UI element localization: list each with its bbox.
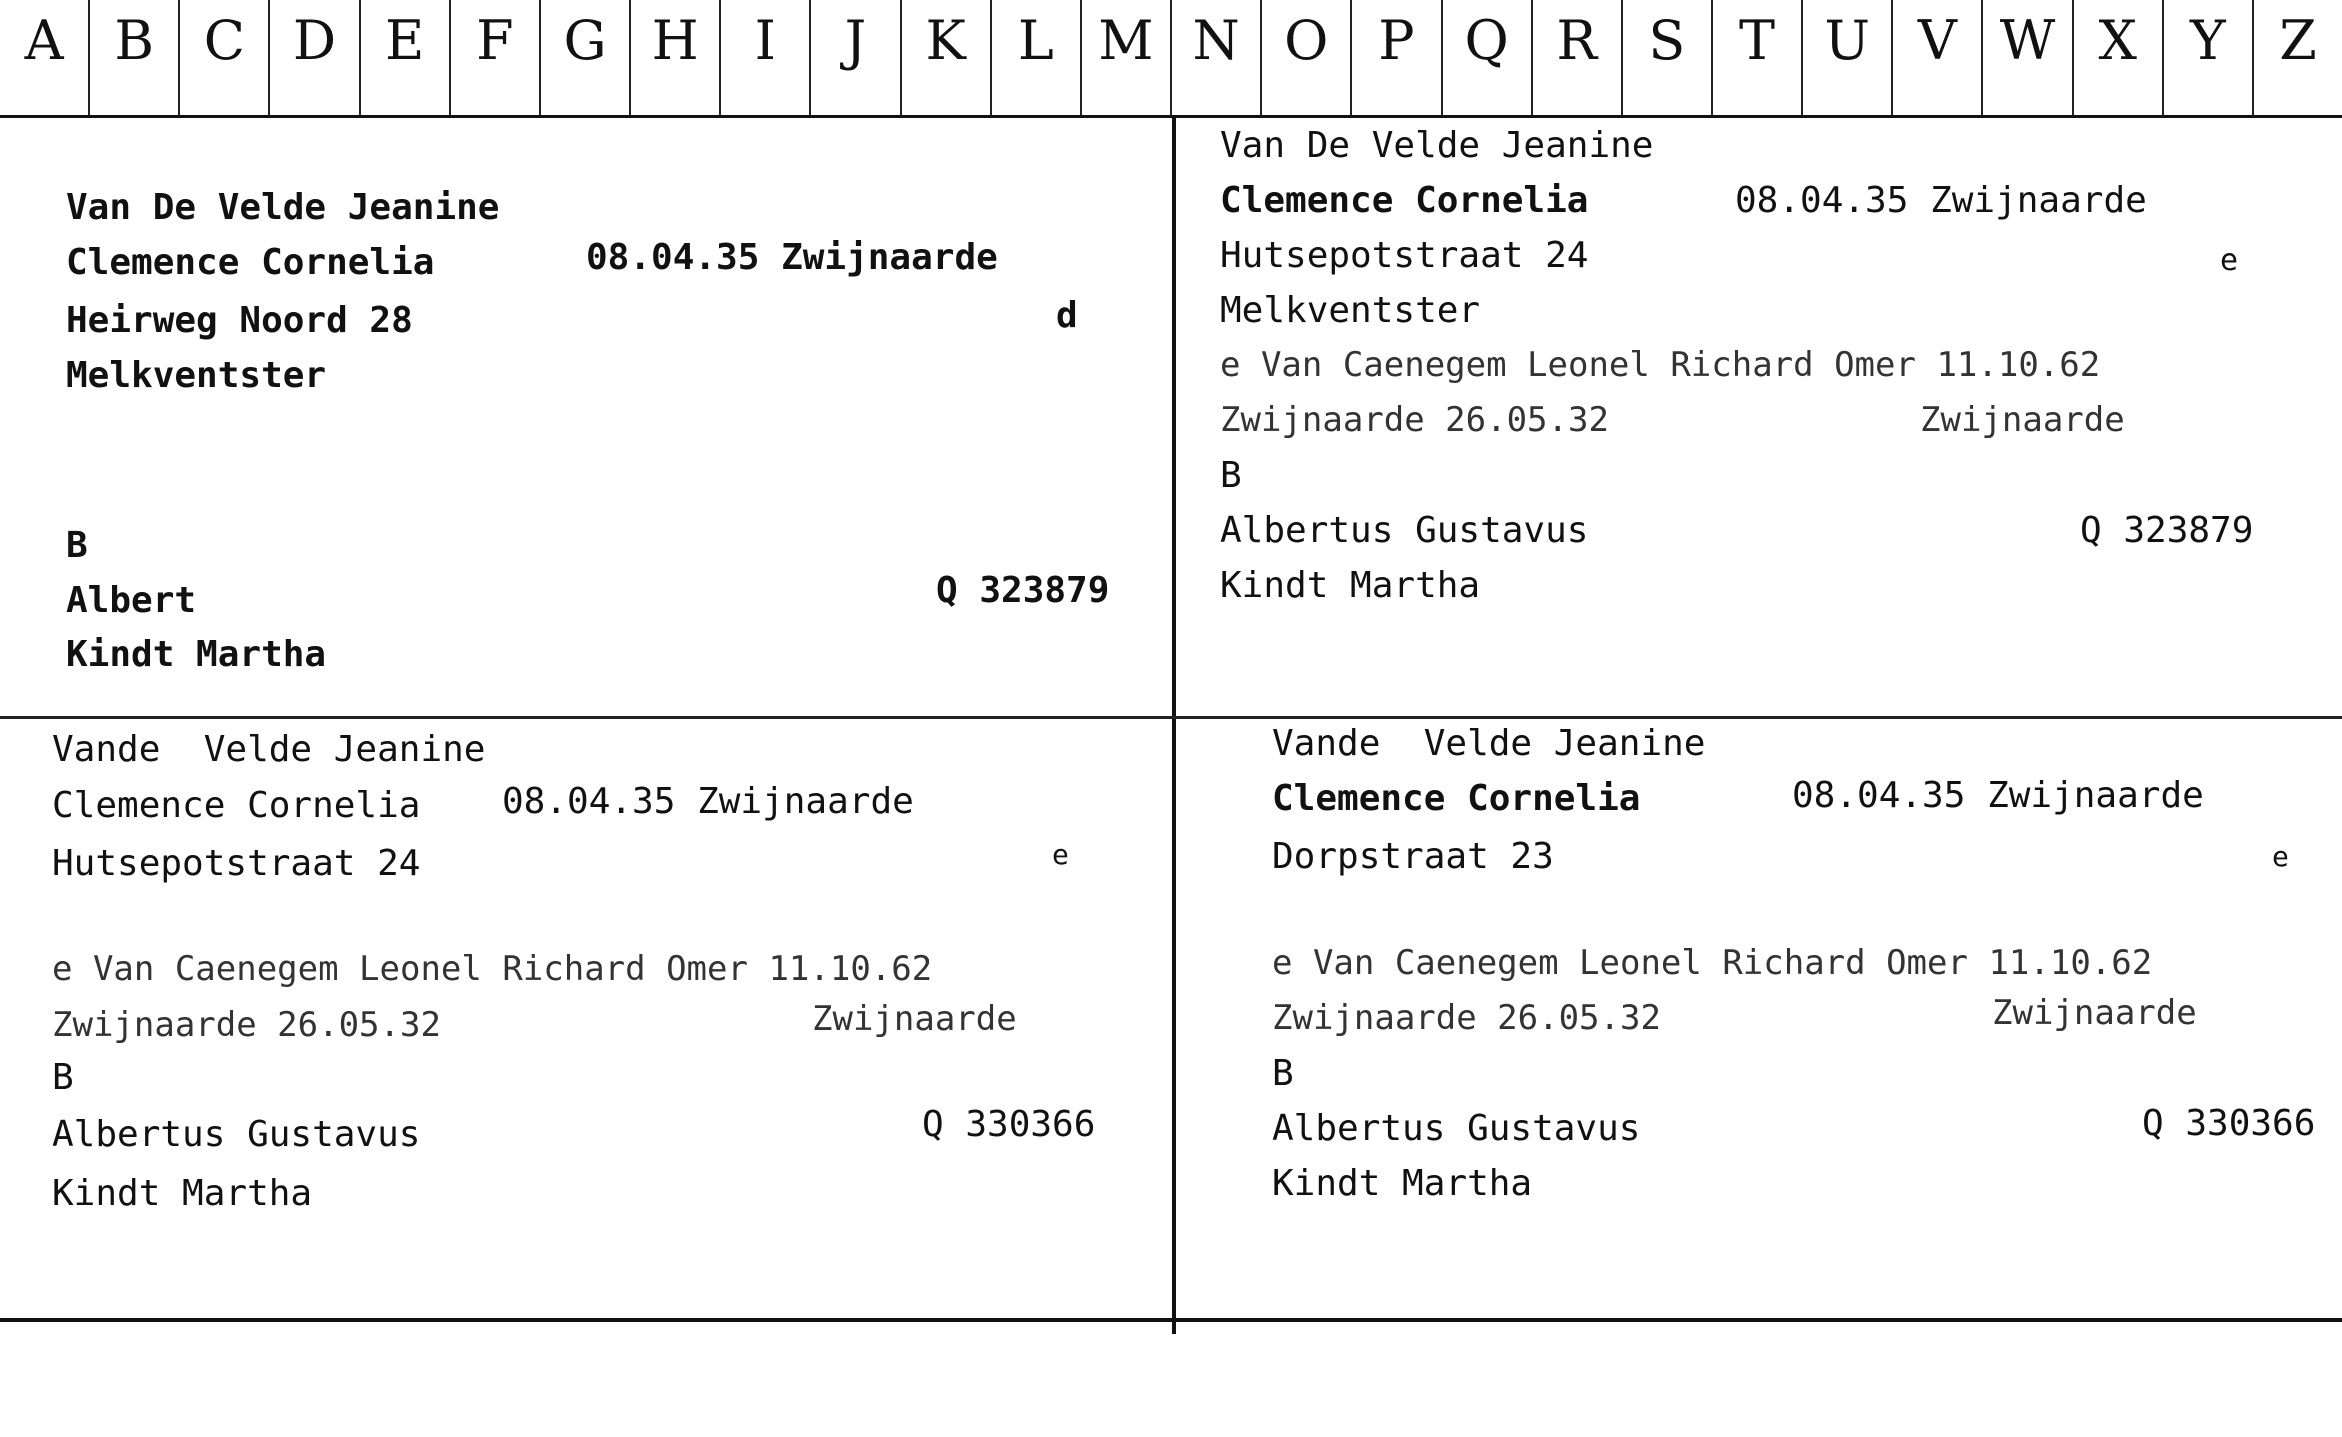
card-mark: d bbox=[1056, 295, 1078, 336]
alpha-letter-g: G bbox=[541, 0, 631, 115]
card-mother: Kindt Martha bbox=[52, 1173, 313, 1214]
card-given-names: Clemence Cornelia bbox=[66, 242, 435, 283]
alpha-letter-x: X bbox=[2074, 0, 2164, 115]
card-name: Vande Velde Jeanine bbox=[1272, 723, 1706, 764]
card-mother: Kindt Martha bbox=[1220, 565, 1481, 606]
alpha-letter-b: B bbox=[90, 0, 180, 115]
alpha-letter-h: H bbox=[631, 0, 721, 115]
card-spouse: e Van Caenegem Leonel Richard Omer 11.10.62 bbox=[1220, 345, 2101, 385]
alpha-letter-e: E bbox=[361, 0, 451, 115]
alpha-letter-s: S bbox=[1623, 0, 1713, 115]
alpha-letter-f: F bbox=[451, 0, 541, 115]
alpha-letter-o: O bbox=[1262, 0, 1352, 115]
record-card-3 bbox=[52, 722, 1152, 1312]
alpha-letter-k: K bbox=[902, 0, 992, 115]
card-occupation: Melkventster bbox=[66, 355, 327, 396]
alpha-letter-v: V bbox=[1893, 0, 1983, 115]
card-spouse-birth: Zwijnaarde 26.05.32 bbox=[52, 1005, 441, 1045]
card-occupation: Melkventster bbox=[1220, 290, 1481, 331]
record-card-4 bbox=[1272, 716, 2337, 1306]
card-status: B bbox=[52, 1057, 74, 1098]
alpha-letter-i: I bbox=[721, 0, 811, 115]
card-mother: Kindt Martha bbox=[66, 634, 327, 675]
card-address: Dorpstraat 23 bbox=[1272, 836, 1554, 877]
alpha-letter-z: Z bbox=[2254, 0, 2342, 115]
card-spouse-birth: Zwijnaarde 26.05.32 bbox=[1272, 998, 1661, 1038]
card-status: B bbox=[1220, 455, 1242, 496]
card-reference: Q 323879 bbox=[2080, 510, 2254, 551]
alpha-letter-m: M bbox=[1082, 0, 1172, 115]
alpha-letter-j: J bbox=[811, 0, 901, 115]
card-marriage-place: Zwijnaarde bbox=[812, 999, 1017, 1039]
card-given-names: Clemence Cornelia bbox=[1272, 778, 1641, 819]
card-father: Albertus Gustavus bbox=[1272, 1108, 1641, 1149]
card-address: Hutsepotstraat 24 bbox=[52, 843, 421, 884]
card-divider-vertical bbox=[1172, 118, 1176, 1334]
card-father: Albertus Gustavus bbox=[1220, 510, 1589, 551]
card-father: Albertus Gustavus bbox=[52, 1114, 421, 1155]
alpha-letter-a: A bbox=[0, 0, 90, 115]
alpha-letter-p: P bbox=[1352, 0, 1442, 115]
alpha-letter-u: U bbox=[1803, 0, 1893, 115]
card-marriage-place: Zwijnaarde bbox=[1920, 400, 2125, 440]
card-birth: 08.04.35 Zwijnaarde bbox=[586, 237, 998, 278]
card-given-names: Clemence Cornelia bbox=[52, 785, 421, 826]
card-given-names: Clemence Cornelia bbox=[1220, 180, 1589, 221]
alpha-letter-n: N bbox=[1172, 0, 1262, 115]
card-birth: 08.04.35 Zwijnaarde bbox=[1792, 775, 2204, 816]
alpha-letter-q: Q bbox=[1443, 0, 1533, 115]
card-name: Vande Velde Jeanine bbox=[52, 729, 486, 770]
card-reference: Q 323879 bbox=[936, 570, 1110, 611]
card-name: Van De Velde Jeanine bbox=[66, 187, 500, 228]
card-divider-bottom bbox=[0, 1318, 2342, 1322]
card-birth: 08.04.35 Zwijnaarde bbox=[1735, 180, 2147, 221]
card-spouse-birth: Zwijnaarde 26.05.32 bbox=[1220, 400, 1609, 440]
alpha-letter-l: L bbox=[992, 0, 1082, 115]
alpha-letter-y: Y bbox=[2164, 0, 2254, 115]
alpha-letter-c: C bbox=[180, 0, 270, 115]
card-mark: e bbox=[1052, 838, 1069, 871]
card-birth: 08.04.35 Zwijnaarde bbox=[502, 781, 914, 822]
record-card-1 bbox=[66, 180, 1146, 700]
card-reference: Q 330366 bbox=[922, 1104, 1096, 1145]
card-mother: Kindt Martha bbox=[1272, 1163, 1533, 1204]
card-address: Heirweg Noord 28 bbox=[66, 300, 413, 341]
card-spouse: e Van Caenegem Leonel Richard Omer 11.10.62 bbox=[52, 949, 933, 989]
alphabet-index bbox=[0, 0, 2342, 118]
card-mark: e bbox=[2272, 840, 2289, 873]
card-reference: Q 330366 bbox=[2142, 1103, 2316, 1144]
card-father: Albert bbox=[66, 580, 197, 621]
alpha-letter-w: W bbox=[1983, 0, 2073, 115]
card-status: B bbox=[1272, 1053, 1294, 1094]
card-spouse: e Van Caenegem Leonel Richard Omer 11.10.62 bbox=[1272, 943, 2153, 983]
record-card-2 bbox=[1220, 118, 2330, 698]
alpha-letter-t: T bbox=[1713, 0, 1803, 115]
alpha-letter-d: D bbox=[270, 0, 360, 115]
card-address: Hutsepotstraat 24 bbox=[1220, 235, 1589, 276]
card-marriage-place: Zwijnaarde bbox=[1992, 993, 2197, 1033]
alpha-letter-r: R bbox=[1533, 0, 1623, 115]
card-mark: e bbox=[2220, 243, 2239, 278]
card-status: B bbox=[66, 525, 88, 566]
card-name: Van De Velde Jeanine bbox=[1220, 125, 1654, 166]
